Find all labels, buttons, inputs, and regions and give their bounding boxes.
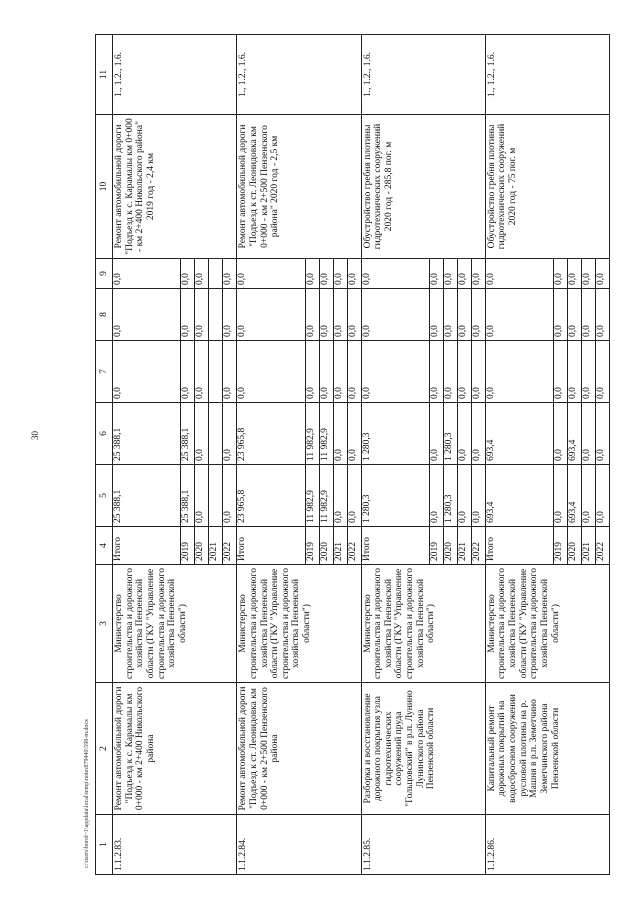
- value-col8: 0,0: [361, 289, 429, 341]
- col-header-11: 11: [96, 35, 113, 115]
- value-col5: 1 280,3: [361, 465, 429, 527]
- value-col6: 0,0: [347, 403, 361, 465]
- value-col6: 0,0: [457, 403, 471, 465]
- row-code: 1., 1.2., 1.6.: [485, 35, 609, 115]
- year-cell: 2022: [347, 527, 361, 565]
- value-col7: 0,0: [113, 341, 181, 403]
- value-col5: 0,0: [582, 465, 596, 527]
- row-result: Обустройство гребня плотины гидротехнических сооружений 2020 год - 75 пог. м: [485, 115, 609, 259]
- col-header-4: 4: [96, 527, 113, 565]
- value-col6: [209, 403, 223, 465]
- row-id: 1.1.2.86.: [485, 815, 609, 875]
- year-cell: 2021: [582, 527, 596, 565]
- value-col6: 1 280,3: [443, 403, 457, 465]
- year-cell: 2021: [333, 527, 347, 565]
- value-col6: 0,0: [429, 403, 443, 465]
- value-col5: 11 982,9: [305, 465, 319, 527]
- value-col9: 0,0: [457, 259, 471, 289]
- value-col7: 0,0: [485, 341, 553, 403]
- value-col8: 0,0: [582, 289, 596, 341]
- col-header-1: 1: [96, 815, 113, 875]
- value-col7: [209, 341, 223, 403]
- row-code: 1., 1.2., 1.6.: [237, 35, 361, 115]
- value-col5: 11 982,9: [319, 465, 333, 527]
- value-col5: 1 280,3: [443, 465, 457, 527]
- year-cell: 2019: [181, 527, 195, 565]
- value-col8: [209, 289, 223, 341]
- value-col7: 0,0: [319, 341, 333, 403]
- value-col8: 0,0: [305, 289, 319, 341]
- year-cell: 2021: [457, 527, 471, 565]
- row-name: Ремонт автомобильной дороги "Подъезд к с. Карамалы км 0+000 - км 2+400 Никольского района: [113, 683, 237, 815]
- value-col6: 693,4: [568, 403, 582, 465]
- col-header-5: 5: [96, 465, 113, 527]
- col-header-10: 10: [96, 115, 113, 259]
- row-result: Ремонт автомобильной дороги "Подъезд к с. Карамалы км 0+000 - км 2+400 Никольского района" 2019 год - 2,4 км: [113, 115, 237, 259]
- year-cell: 2022: [596, 527, 610, 565]
- value-col9: 0,0: [568, 259, 582, 289]
- value-col7: 0,0: [596, 341, 610, 403]
- value-col7: 0,0: [554, 341, 568, 403]
- value-col9: 0,0: [361, 259, 429, 289]
- year-cell: 2022: [223, 527, 237, 565]
- value-col9: 0,0: [471, 259, 485, 289]
- year-cell: 2019: [429, 527, 443, 565]
- col-header-7: 7: [96, 341, 113, 403]
- value-col9: 0,0: [596, 259, 610, 289]
- page-number: 30: [30, 431, 40, 440]
- value-col7: 0,0: [471, 341, 485, 403]
- value-col7: 0,0: [223, 341, 237, 403]
- value-col5: 0,0: [429, 465, 443, 527]
- value-col6: 11 982,9: [305, 403, 319, 465]
- value-col9: 0,0: [319, 259, 333, 289]
- value-col6: 11 982,9: [319, 403, 333, 465]
- value-col8: 0,0: [443, 289, 457, 341]
- value-col9: 0,0: [305, 259, 319, 289]
- value-col8: 0,0: [485, 289, 553, 341]
- row-result: Обустройство гребня плотины гидротехнических сооружений 2020 год - 285,8 пог. м: [361, 115, 485, 259]
- value-col6: 0,0: [471, 403, 485, 465]
- value-col5: 0,0: [457, 465, 471, 527]
- row-id: 1.1.2.83.: [113, 815, 237, 875]
- row-code: 1., 1.2., 1.6.: [361, 35, 485, 115]
- row-executor: Министерство строительства и дорожного хозяйства Пензенской области (ГКУ "Управление строительства и дорожного хозяйства Пензенской области"): [237, 565, 361, 683]
- value-col7: 0,0: [457, 341, 471, 403]
- table-row: [485, 35, 553, 875]
- value-col5: 0,0: [333, 465, 347, 527]
- value-col8: 0,0: [181, 289, 195, 341]
- value-col6: 0,0: [596, 403, 610, 465]
- col-header-6: 6: [96, 403, 113, 465]
- value-col6: 25 388,1: [181, 403, 195, 465]
- value-col9: 0,0: [333, 259, 347, 289]
- value-col7: 0,0: [582, 341, 596, 403]
- year-cell: 2021: [209, 527, 223, 565]
- value-col8: 0,0: [113, 289, 181, 341]
- value-col7: 0,0: [568, 341, 582, 403]
- year-cell: 2020: [195, 527, 209, 565]
- year-cell: Итого: [485, 527, 553, 565]
- row-result: Ремонт автомобильной дороги "Подъезд к ст. Леонидовка км 0+000 - км 2+500 Пензенского района" 2020 год - 2,5 км: [237, 115, 361, 259]
- value-col8: 0,0: [554, 289, 568, 341]
- value-col5: [209, 465, 223, 527]
- value-col7: 0,0: [429, 341, 443, 403]
- rotated-page: [95, 35, 610, 875]
- value-col9: 0,0: [554, 259, 568, 289]
- value-col5: 23 965,8: [237, 465, 305, 527]
- table-row: [237, 35, 305, 875]
- value-col8: 0,0: [429, 289, 443, 341]
- footer-path: c:\users\borol~1\appdata\local\temp\notes879440\598-m.docx: [84, 718, 90, 868]
- table-row: [361, 35, 429, 875]
- year-cell: Итого: [237, 527, 305, 565]
- value-col8: 0,0: [347, 289, 361, 341]
- value-col9: 0,0: [347, 259, 361, 289]
- value-col5: 693,4: [485, 465, 553, 527]
- value-col6: 693,4: [485, 403, 553, 465]
- row-executor: Министерство строительства и дорожного хозяйства Пензенской области (ГКУ "Управление строительства и дорожного хозяйства Пензенской области"): [113, 565, 237, 683]
- program-table: [95, 34, 610, 875]
- value-col7: 0,0: [443, 341, 457, 403]
- value-col7: 0,0: [237, 341, 305, 403]
- header-row: [96, 35, 113, 875]
- value-col7: 0,0: [347, 341, 361, 403]
- value-col6: 0,0: [582, 403, 596, 465]
- value-col8: 0,0: [333, 289, 347, 341]
- value-col9: 0,0: [195, 259, 209, 289]
- value-col9: [209, 259, 223, 289]
- col-header-8: 8: [96, 289, 113, 341]
- value-col7: 0,0: [361, 341, 429, 403]
- value-col5: 0,0: [223, 465, 237, 527]
- value-col8: 0,0: [237, 289, 305, 341]
- table-row: [113, 35, 181, 875]
- value-col8: 0,0: [471, 289, 485, 341]
- value-col7: 0,0: [181, 341, 195, 403]
- value-col7: 0,0: [195, 341, 209, 403]
- value-col8: 0,0: [223, 289, 237, 341]
- value-col6: 0,0: [223, 403, 237, 465]
- value-col6: 0,0: [333, 403, 347, 465]
- value-col5: 693,4: [568, 465, 582, 527]
- value-col9: 0,0: [429, 259, 443, 289]
- year-cell: 2019: [554, 527, 568, 565]
- value-col5: 0,0: [195, 465, 209, 527]
- year-cell: 2020: [568, 527, 582, 565]
- year-cell: 2020: [443, 527, 457, 565]
- year-cell: 2020: [319, 527, 333, 565]
- row-name: Ремонт автомобильной дороги "Подъезд к ст. Леонидовка км 0+000 - км 2+500 Пензенского района: [237, 683, 361, 815]
- value-col8: 0,0: [596, 289, 610, 341]
- value-col8: 0,0: [195, 289, 209, 341]
- value-col5: 25 388,1: [181, 465, 195, 527]
- value-col9: 0,0: [223, 259, 237, 289]
- value-col6: 25 388,1: [113, 403, 181, 465]
- col-header-9: 9: [96, 259, 113, 289]
- value-col9: 0,0: [485, 259, 553, 289]
- value-col8: 0,0: [319, 289, 333, 341]
- col-header-2: 2: [96, 683, 113, 815]
- value-col9: 0,0: [237, 259, 305, 289]
- value-col7: 0,0: [333, 341, 347, 403]
- value-col6: 1 280,3: [361, 403, 429, 465]
- value-col7: 0,0: [305, 341, 319, 403]
- value-col5: 0,0: [596, 465, 610, 527]
- value-col9: 0,0: [181, 259, 195, 289]
- row-name: Капитальный ремонт дорожных покрытий на водосбросном сооружении русловой плотины на р. Машня в р.п. Земетчино Земетчинского района Пензенской области: [485, 683, 609, 815]
- row-executor: Министерство строительства и дорожного хозяйства Пензенской области (ГКУ "Управление строительства и дорожного хозяйства Пензенской области"): [485, 565, 609, 683]
- col-header-3: 3: [96, 565, 113, 683]
- value-col8: 0,0: [568, 289, 582, 341]
- row-code: 1., 1.2., 1.6.: [113, 35, 237, 115]
- row-executor: Министерство строительства и дорожного хозяйства Пензенской области (ГКУ "Управление строительства и дорожного хозяйства Пензенской области"): [361, 565, 485, 683]
- row-id: 1.1.2.85.: [361, 815, 485, 875]
- year-cell: 2022: [471, 527, 485, 565]
- value-col5: 25 388,1: [113, 465, 181, 527]
- year-cell: Итого: [361, 527, 429, 565]
- value-col9: 0,0: [113, 259, 181, 289]
- value-col5: 0,0: [471, 465, 485, 527]
- year-cell: 2019: [305, 527, 319, 565]
- value-col9: 0,0: [443, 259, 457, 289]
- value-col6: 0,0: [554, 403, 568, 465]
- value-col6: 23 965,8: [237, 403, 305, 465]
- value-col9: 0,0: [582, 259, 596, 289]
- year-cell: Итого: [113, 527, 181, 565]
- value-col6: 0,0: [195, 403, 209, 465]
- value-col5: 0,0: [554, 465, 568, 527]
- row-name: Разборка и восстановление дорожного покрытия узла гидротехнических сооружений пруда "Гольцовский" в р.п. Лунино Лунинского района Пензенской области: [361, 683, 485, 815]
- value-col8: 0,0: [457, 289, 471, 341]
- value-col5: 0,0: [347, 465, 361, 527]
- row-id: 1.1.2.84.: [237, 815, 361, 875]
